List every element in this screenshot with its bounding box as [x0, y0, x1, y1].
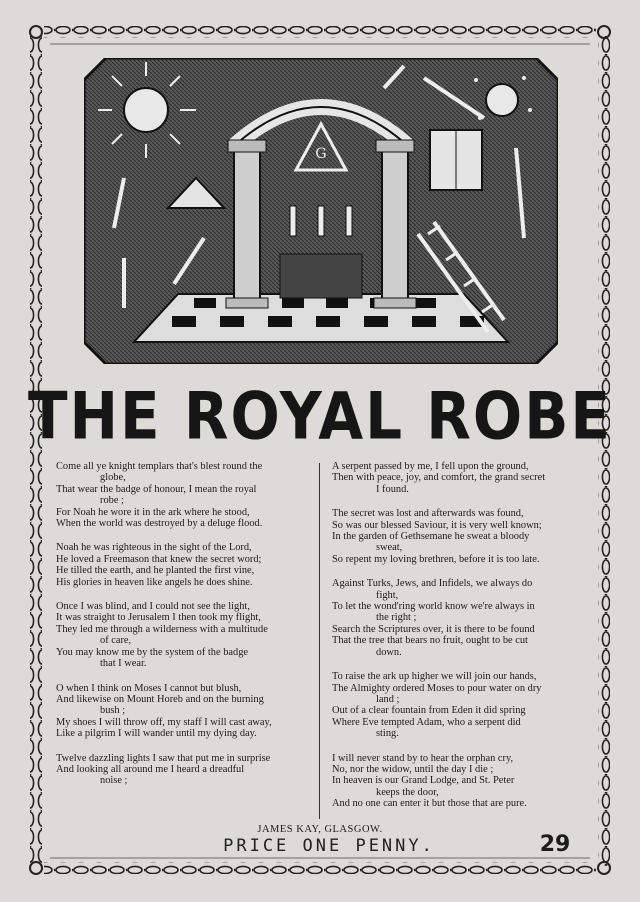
verse-line: In the garden of Gethsemane he sweat a bloody: [332, 531, 530, 543]
sheet-number: 29: [539, 832, 571, 857]
verse-line: sweat,: [376, 542, 403, 554]
verse-line: He tilled the earth, and he planted the first vine,: [56, 565, 255, 577]
verse-line: down.: [376, 646, 402, 658]
verse-line: Search the Scriptures over, it is there to be found: [332, 623, 535, 635]
verse-line: I will never stand by to hear the orphan cry,: [332, 752, 514, 764]
verse-line: Out of a clear fountain from Eden it did spring: [332, 705, 526, 717]
broadside-title: THE ROYAL ROBE: [27, 378, 613, 455]
verse-line: They led me through a wilderness with a multitude: [56, 623, 268, 635]
verse-line: Then with peace, joy, and comfort, the grand secret: [332, 472, 546, 484]
stanza: [332, 508, 584, 565]
verse-line: And looking all around me I heard a dreadful: [56, 763, 245, 775]
verse-line: He loved a Freemason that knew the secret word;: [56, 553, 262, 565]
stanza: [332, 753, 584, 810]
bible-icon: [430, 130, 482, 190]
verse-line: It was straight to Jerusalem I then took my flight,: [56, 612, 261, 624]
verse-line: that I wear.: [100, 658, 147, 670]
printer-imprint: JAMES KAY, GLASGOW.: [257, 824, 383, 835]
verse-line: You may know me by the system of the badge: [56, 646, 249, 658]
stanza: [332, 578, 584, 658]
svg-text:G: G: [315, 146, 327, 162]
verse-line: That the tree that bears no fruit, ought to be cut: [332, 635, 528, 647]
checkered-floor: [134, 294, 508, 342]
stanza: [332, 671, 584, 739]
verse-line: I found.: [376, 483, 409, 495]
verse-line: To raise the ark up higher we will join our hands,: [332, 671, 537, 683]
verse-line: globe,: [100, 472, 126, 484]
right-column: [332, 461, 584, 823]
verse-line: land ;: [376, 693, 400, 705]
stanza: [56, 753, 308, 787]
verse-line: To let the wond'ring world know we're always in: [332, 601, 535, 613]
verse-line: His glories in heaven like angels he does shine.: [56, 576, 253, 588]
verse-line: The secret was lost and afterwards was found,: [332, 508, 524, 520]
verse-line: Where Eve tempted Adam, who a serpent did: [332, 716, 521, 728]
verse-line: Like a pilgrim I will wander until my dying day.: [56, 728, 257, 740]
verse-line: noise ;: [100, 775, 128, 787]
left-column: [56, 461, 308, 800]
verse-line: My shoes I will throw off, my staff I will cast away,: [56, 716, 272, 728]
verse-line: bush ;: [100, 705, 126, 717]
verse-line: So was our blessed Saviour, it is very well known;: [332, 519, 542, 531]
stanza: [56, 683, 308, 740]
verse-line: robe ;: [100, 495, 124, 507]
stanza: [56, 542, 308, 588]
verse-line: The Almighty ordered Moses to pour water on dry: [332, 682, 542, 694]
verse-line: fight,: [376, 589, 399, 601]
verse-line: of care,: [100, 635, 132, 647]
verse-line: And likewise on Mount Horeb and on the burning: [56, 693, 264, 705]
verse-line: keeps the door,: [376, 786, 439, 798]
ballad-text: [56, 461, 586, 821]
verse-line: O when I think on Moses I cannot but blush,: [56, 682, 242, 694]
stanza: [56, 601, 308, 669]
verse-line: Noah he was righteous in the sight of the Lord,: [56, 542, 252, 554]
verse-line: And no one can enter it but those that are pure.: [332, 798, 527, 810]
verse-line: No, nor the widow, until the day I die ;: [332, 763, 494, 775]
verse-line: sting.: [376, 728, 399, 740]
verse-line: the right ;: [376, 612, 417, 624]
column-divider: [319, 463, 320, 819]
verse-line: Against Turks, Jews, and Infidels, we always do: [332, 578, 533, 590]
verse-line: When the world was destroyed by a deluge flood.: [56, 518, 263, 530]
verse-line: Once I was blind, and I could not see the light,: [56, 601, 250, 613]
verse-line: That wear the badge of honour, I mean the royal: [56, 483, 257, 495]
stanza: [332, 461, 584, 495]
masonic-woodcut-illustration: [84, 58, 558, 364]
price-line: PRICE ONE PENNY.: [223, 836, 435, 856]
verse-line: For Noah he wore it in the ark where he stood,: [56, 506, 250, 518]
verse-line: Come all ye knight templars that's blest round the: [56, 461, 263, 472]
verse-line: So repent my loving brethren, before it is too late.: [332, 553, 540, 565]
stanza: [56, 461, 308, 529]
verse-line: A serpent passed by me, I fell upon the ground,: [332, 461, 529, 472]
verse-line: In heaven is our Grand Lodge, and St. Peter: [332, 775, 515, 787]
verse-line: Twelve dazzling lights I saw that put me in surprise: [56, 752, 271, 764]
